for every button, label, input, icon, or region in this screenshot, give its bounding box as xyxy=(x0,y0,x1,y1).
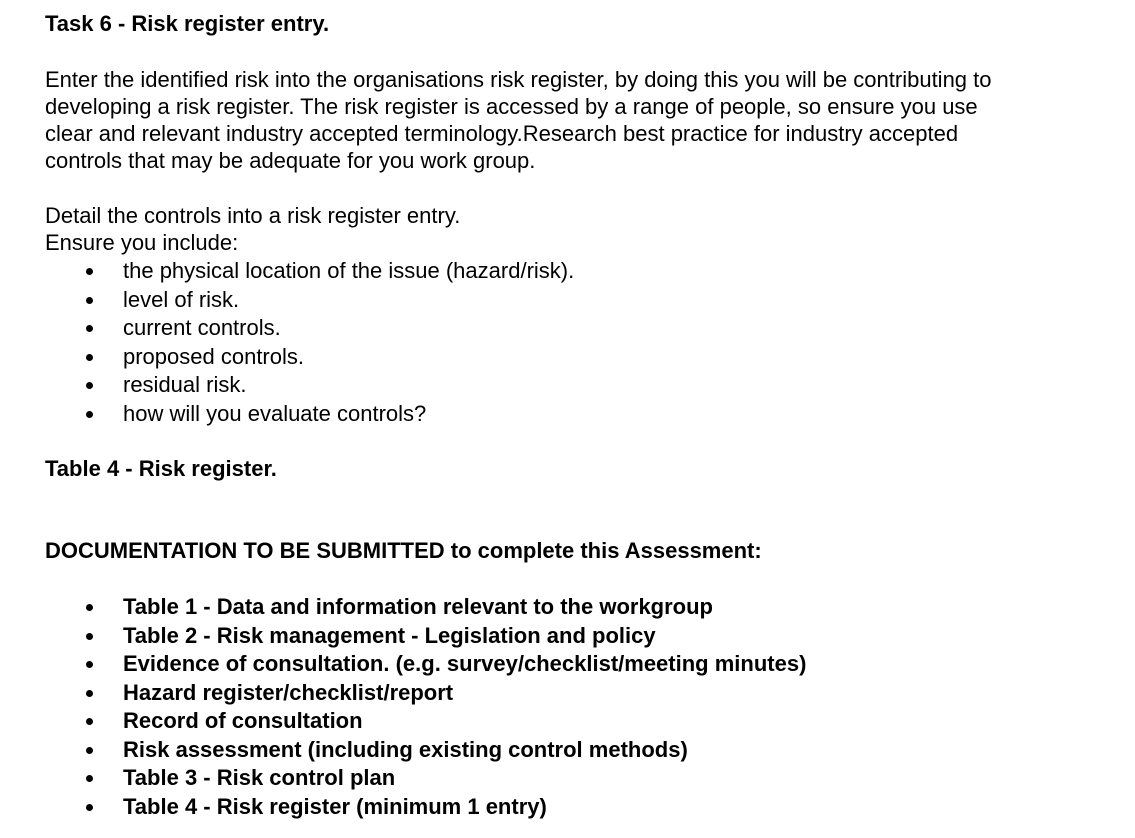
task-title: Task 6 - Risk register entry. xyxy=(45,11,330,36)
bullet-icon xyxy=(86,747,93,754)
intro-line: developing a risk register. The risk register is accessed by a range of people, so ensure you use xyxy=(45,94,978,119)
bullet-icon xyxy=(86,718,93,725)
bullet-icon xyxy=(86,354,93,361)
detail-paragraph xyxy=(45,202,1105,256)
ensure-line: Ensure you include: xyxy=(45,230,239,255)
intro-line: Enter the identified risk into the organisations risk register, by doing this you will be contributing to xyxy=(45,67,992,92)
bullet-icon xyxy=(86,325,93,332)
bullet-icon xyxy=(86,661,93,668)
bullet-icon xyxy=(86,804,93,811)
intro-line: controls that may be adequate for you work group. xyxy=(45,148,536,173)
bullet-icon xyxy=(86,297,93,304)
task-intro-paragraph xyxy=(45,66,1105,174)
bullet-icon xyxy=(86,268,93,275)
bullet-icon xyxy=(86,633,93,640)
bullet-icon xyxy=(86,775,93,782)
detail-line: Detail the controls into a risk register entry. xyxy=(45,203,461,228)
bullet-icon xyxy=(86,690,93,697)
table-heading: Table 4 - Risk register. xyxy=(45,456,277,481)
documentation-heading: DOCUMENTATION TO BE SUBMITTED to complete this Assessment: xyxy=(45,538,762,563)
bullet-icon xyxy=(86,411,93,418)
intro-line: clear and relevant industry accepted terminology.Research best practice for industry accepted xyxy=(45,121,959,146)
bullet-icon xyxy=(86,604,93,611)
bullet-icon xyxy=(86,382,93,389)
